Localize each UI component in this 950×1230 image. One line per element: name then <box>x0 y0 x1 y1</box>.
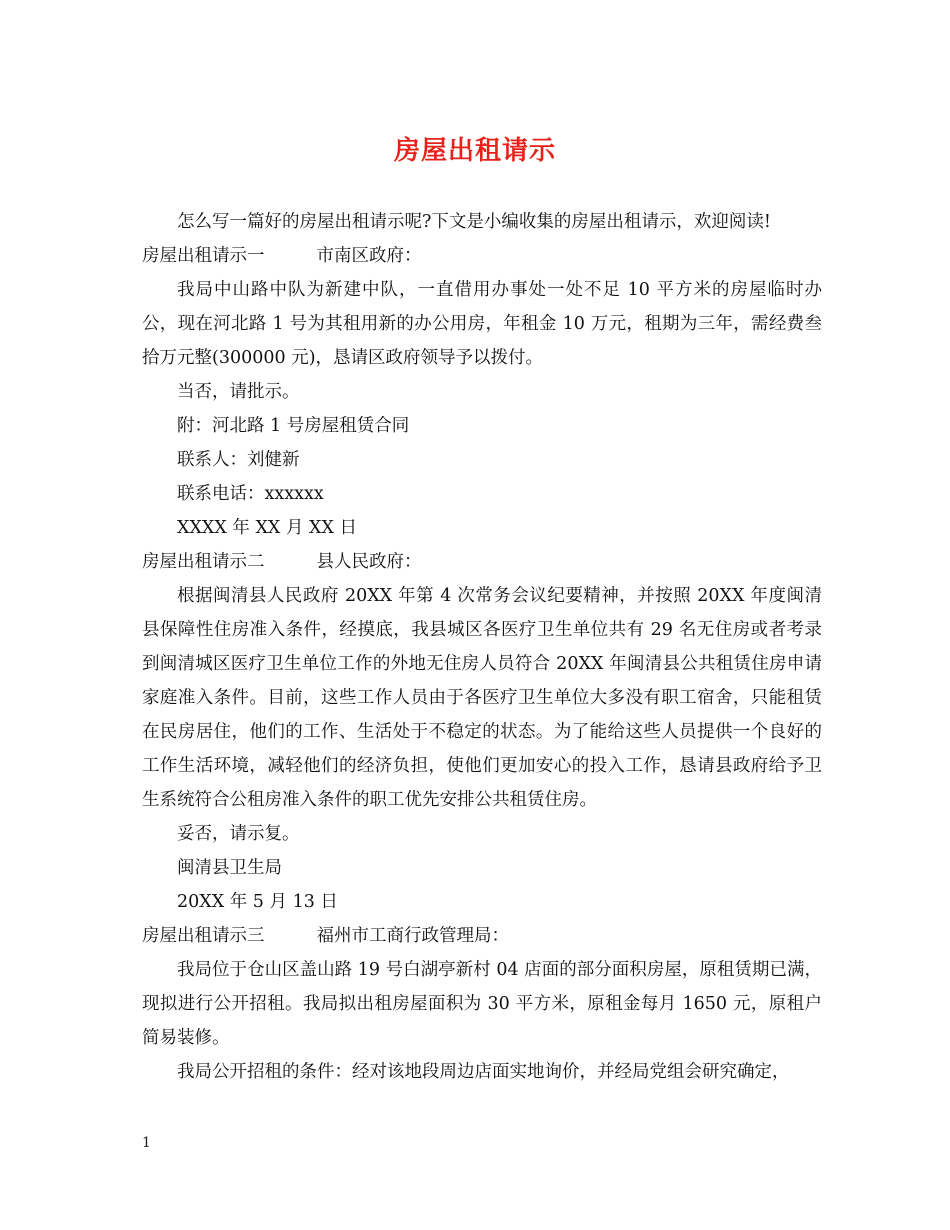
section-paragraph: 根据闽清县人民政府 20XX 年第 4 次常务会议纪要精神，并按照 20XX 年度闽清县保障性住房准入条件，经摸底，我县城区各医疗卫生单位共有 29 名无住房或者考录到闽清城区医疗卫生单位工作的外地无住房人员符合 20XX 年闽清县公共租赁住房申请家庭准入条件。目前，这些工作人员由于各医疗卫生单位大多没有职工宿舍，只能租赁在民房居住，他们的工作、生活处于不稳定的状态。为了能给这些人员提供一个良好的工作生活环境，减轻他们的经济负担，使他们更加安心的投入工作，恳请县政府给予卫生系统符合公租房准入条件的职工优先安排公共租赁住房。 <box>142 586 822 810</box>
date-line: 20XX 年 5 月 13 日 <box>177 892 338 912</box>
contact-phone-line: 联系电话：xxxxxx <box>177 484 324 504</box>
section-header-2 <box>142 545 822 579</box>
attachment-line: 附：河北路 1 号房屋租赁合同 <box>177 416 410 436</box>
section-recipient: 县人民政府： <box>316 552 422 572</box>
section-paragraph: 我局中山路中队为新建中队，一直借用办事处一处不足 10 平方米的房屋临时办公，现在河北路 1 号为其租用新的办公用房，年租金 10 万元，租期为三年，需经费叁拾万元整(300000 元)，恳请区政府领导予以拨付。 <box>142 280 822 368</box>
section-recipient: 市南区政府： <box>316 246 422 266</box>
section-paragraph: 妥否，请示复。 <box>177 824 300 844</box>
section-heading: 房屋出租请示二 <box>142 552 265 572</box>
section-header-1 <box>142 239 822 273</box>
section-header-3 <box>142 919 822 953</box>
signature-line: 闽清县卫生局 <box>177 858 282 878</box>
section-heading: 房屋出租请示一 <box>142 246 265 266</box>
document-title: 房屋出租请示 <box>393 136 556 166</box>
contact-person-line: 联系人：刘健新 <box>177 450 300 470</box>
section-heading: 房屋出租请示三 <box>142 926 265 946</box>
page-number: 1 <box>142 1135 151 1151</box>
section-paragraph: 当否，请批示。 <box>177 382 300 402</box>
section-recipient: 福州市工商行政管理局： <box>316 926 509 946</box>
intro-paragraph: 怎么写一篇好的房屋出租请示呢?下文是小编收集的房屋出租请示，欢迎阅读! <box>177 212 771 232</box>
date-line: XXXX 年 XX 月 XX 日 <box>177 518 357 538</box>
document-body <box>142 205 822 1089</box>
section-paragraph: 我局公开招租的条件：经对该地段周边店面实地询价，并经局党组会研究确定， <box>177 1062 790 1082</box>
section-paragraph: 我局位于仓山区盖山路 19 号白湖亭新村 04 店面的部分面积房屋，原租赁期已满，现拟进行公开招租。我局拟出租房屋面积为 30 平方米，原租金每月 1650 元，原租户简易装修。 <box>142 960 822 1048</box>
